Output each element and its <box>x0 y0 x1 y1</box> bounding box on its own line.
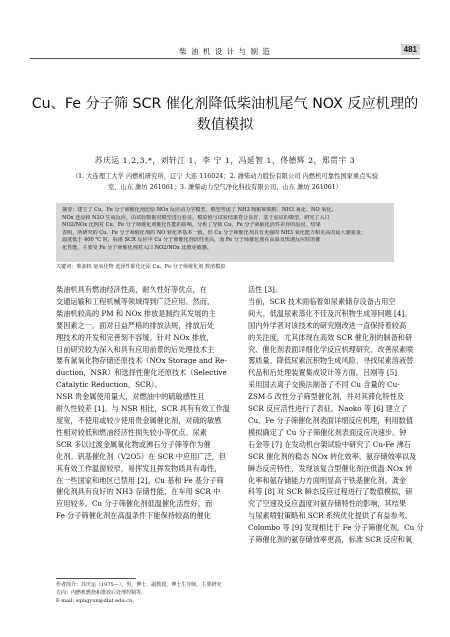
body-line: 当前，SCR 技术面临着如尿素储存设备占用空 <box>248 296 396 306</box>
body-line: SCR 多以过渡金属氧化物或沸石分子筛等作为催 <box>56 439 211 449</box>
body-line: 瞬态反应特性，发现该复合型催化剂在低温 NOx 转 <box>248 463 413 473</box>
body-left-column <box>56 284 241 522</box>
keywords: 关键词：柴油机 氨氧化物 选择性催化还原 Cu、Fe 分子筛催化剂 数值模拟 <box>56 264 226 270</box>
body-line: 性相对较低和燃油经济性损失较小等优点。尿素 <box>56 427 207 437</box>
footnote-line: 方向：内燃机燃烧和排放后处理控制等。 <box>56 590 147 596</box>
body-line: Catalytic Reduction，SCR）。 <box>56 380 162 390</box>
affiliation-line: （1. 大连理工大学 内燃机研究所，辽宁 大连 116024；2. 潍柴动力股份有限公司 内燃机可靠性国家重点实验 <box>71 173 379 180</box>
body-line: 究、催化剂表面详细化学反应机理研究、改善尿素喷 <box>248 344 414 354</box>
body-line: 化率和氨存储能力方面明显高于铁基催化剂。龚金 <box>248 475 407 485</box>
author-footnote <box>56 581 241 605</box>
body-line: 采用国去离子交换法制备了不同 Cu 含量的 Cu- <box>248 380 400 390</box>
body-line: 模拟确定了 Cu 分子筛催化剂表面反应决速步。钟 <box>248 427 407 437</box>
body-line: 在一些国家和地区已禁用 [2]。Cu 基和 Fe 基分子筛 <box>56 475 224 485</box>
body-line: 柴油机较高的 PM 和 NOx 排放是制约其发展的主 <box>56 308 216 318</box>
title-line-2: 数值模拟 <box>196 117 254 133</box>
body-line: 其有效工作温窗较窄，易挥发且挥发物质具有毒性， <box>56 463 222 473</box>
body-line: NSR 贵金属使用量大，对燃油中的硫敏感性且 <box>56 392 205 402</box>
body-line: 石金等 [7] 在发动机台架试验中研究了 Cu-Fe 沸石 <box>248 439 411 449</box>
affiliations <box>40 171 410 193</box>
body-line: 活性 [3]。 <box>248 285 283 294</box>
abstract-line: 表明，所研究的 Cu、Fe 分子筛催化剂的 NO 转化率基本一致，但 Cu 分子筛催化剂具有更强的 NH3 氧化能力和更高的最大储氨量； <box>62 229 366 236</box>
footnote-divider <box>56 578 136 579</box>
author-list: 苏庆运 1,2,3,*，刘轩江 1，李 宁 1，冯延智 1，佟德辉 2，郑贯宇 3 <box>94 156 356 165</box>
title-line-1: Cu、Fe 分子筛 SCR 催化剂降低柴油机尾气 NOX 反应机理的 <box>31 96 419 112</box>
body-line: ZSM-5 改性分子筛型催化剂，并对其滞化特性及 <box>248 392 404 402</box>
page-number: 481 <box>401 44 420 55</box>
footnote-email: E-mail: sqingyun@dlut.edu.cn。 <box>56 598 138 604</box>
abstract-line: NOx 还原和 N2O 生成反应，由试验数据对模型进行验证。模拟值与试验结果符合良好，基于验证的模型，研究了入口 <box>62 214 330 221</box>
body-line: 交通运输和工程机械等领域得到广泛应用。然而， <box>56 296 215 306</box>
body-line: 目前研究较为深入和具有应用前景的后处理技术主 <box>56 344 215 354</box>
body-line: 应用较多。Cu 分子筛催化剂低温催化活性好，而 <box>56 499 213 509</box>
body-right-column <box>248 284 426 546</box>
running-head <box>30 44 420 59</box>
body-line: SCR 催化剂的稳态 NOx 转化效率、氨存储效率以及 <box>248 451 417 461</box>
journal-name: 柴 油 机 设 计 与 制 造 <box>179 47 271 56</box>
paper-title <box>20 94 430 136</box>
body-line: Colombo 等 [9] 发现相比于 Fe 分子筛催化剂，Cu 分 <box>248 523 424 533</box>
body-line: Fe 分子筛催化剂在高温条件下能保持较高的催化 <box>56 511 211 521</box>
footnote-line: 作者简介：苏庆运（1975—），男，博士，副教授，博士生导师，主要研究 <box>56 582 222 588</box>
body-line: 理技术的开发和完善刻不容缓。针对 NOx 排放， <box>56 332 214 342</box>
body-line: 究了空速及反应温度对氨存储特性的影响，其结果 <box>248 499 407 509</box>
abstract-line: 化性能，主要受 Fe 分子筛催化剂对入口 NO2/NOx 比值更敏感。 <box>62 244 212 251</box>
affiliation-line: 室，山东 潍坊 261061；3. 潍柴动力空气净化科技有限公司，山东 潍坊 261061） <box>107 184 343 191</box>
body-line: 子筛催化剂的氨存储效率更高，标准 SCR 反应和氧 <box>248 535 413 545</box>
body-line: 度宽，不使用或较少使用贵金属催化剂，对硫的敏感 <box>56 415 222 425</box>
body-line: 雾质量、降低尿素沉积物生成风险、寻找尿素溶液替 <box>248 356 414 366</box>
body-line: 化剂。钒基催化剂（V2O5）在 SCR 中应用广泛，但 <box>56 451 227 461</box>
body-line: Cu、Fe 分子筛催化剂表面详细反应机理，利用数值 <box>248 415 414 425</box>
body-line: duction，NSR）和选择性催化还原技术（Selective <box>56 368 227 378</box>
body-line: 科等 [8] 对 SCR 瞬态反应过程进行了数值模拟，研 <box>248 487 413 497</box>
body-line: SCR 反应活性进行了表征。Naoko 等 [6] 建立了 <box>248 404 408 414</box>
body-line: 要有氮氧化物存储还原技术（NOx Storage and Re- <box>56 356 227 366</box>
body-line: 代品和后处理装置集成设计等方面。吕刚等 [5] <box>248 368 398 378</box>
abstract-line: NO2/NOx 比例对 Cu、Fe 分子筛催化剂催化性能的影响，分析了导致 Cu、Fe 分子筛催化活性差异的原因。结果 <box>62 222 321 229</box>
body-line: 柴油机具有燃油经济性高，耐久性好等优点，在 <box>56 285 207 294</box>
body-line: 与尿素喷射策略和 SCR 系统优化提供了有益参考。 <box>248 511 413 521</box>
body-line: 间大、低温尿素蒸化不佳及沉积物生成等问题 [4]。 <box>248 308 412 318</box>
body-line: 要因素之一。面对日益严格的排放法规，排放后处 <box>56 320 215 330</box>
body-line: 国内外学者对该技术的研究刚改进一直保持着较高 <box>248 320 407 330</box>
abstract-line: 温度低于 400 ℃ 时，标准 SCR 反应中 Cu 分子筛催化剂活性更高，而 Fe 分子筛催化剂在高温及快速反应时的催 <box>62 237 321 244</box>
body-line: 催化剂具有良好的 NH3 存储性能，在车用 SCR 中 <box>56 487 221 497</box>
body-line: 耐久性较差 [1]。与 NSR 相比，SCR 具有有效工作温 <box>56 404 230 414</box>
abstract <box>56 203 394 262</box>
body-line: 的关注度，尤其体现在高效 SCR 催化剂的制备和研 <box>248 332 413 342</box>
abstract-line: 摘要：建立了 Cu、Fe 分子筛催化剂还原 NOx 反应动力学模型，模型考虑了 NH3 吸附和脱附、NH3 氧化、NO 氧化、 <box>62 207 337 213</box>
